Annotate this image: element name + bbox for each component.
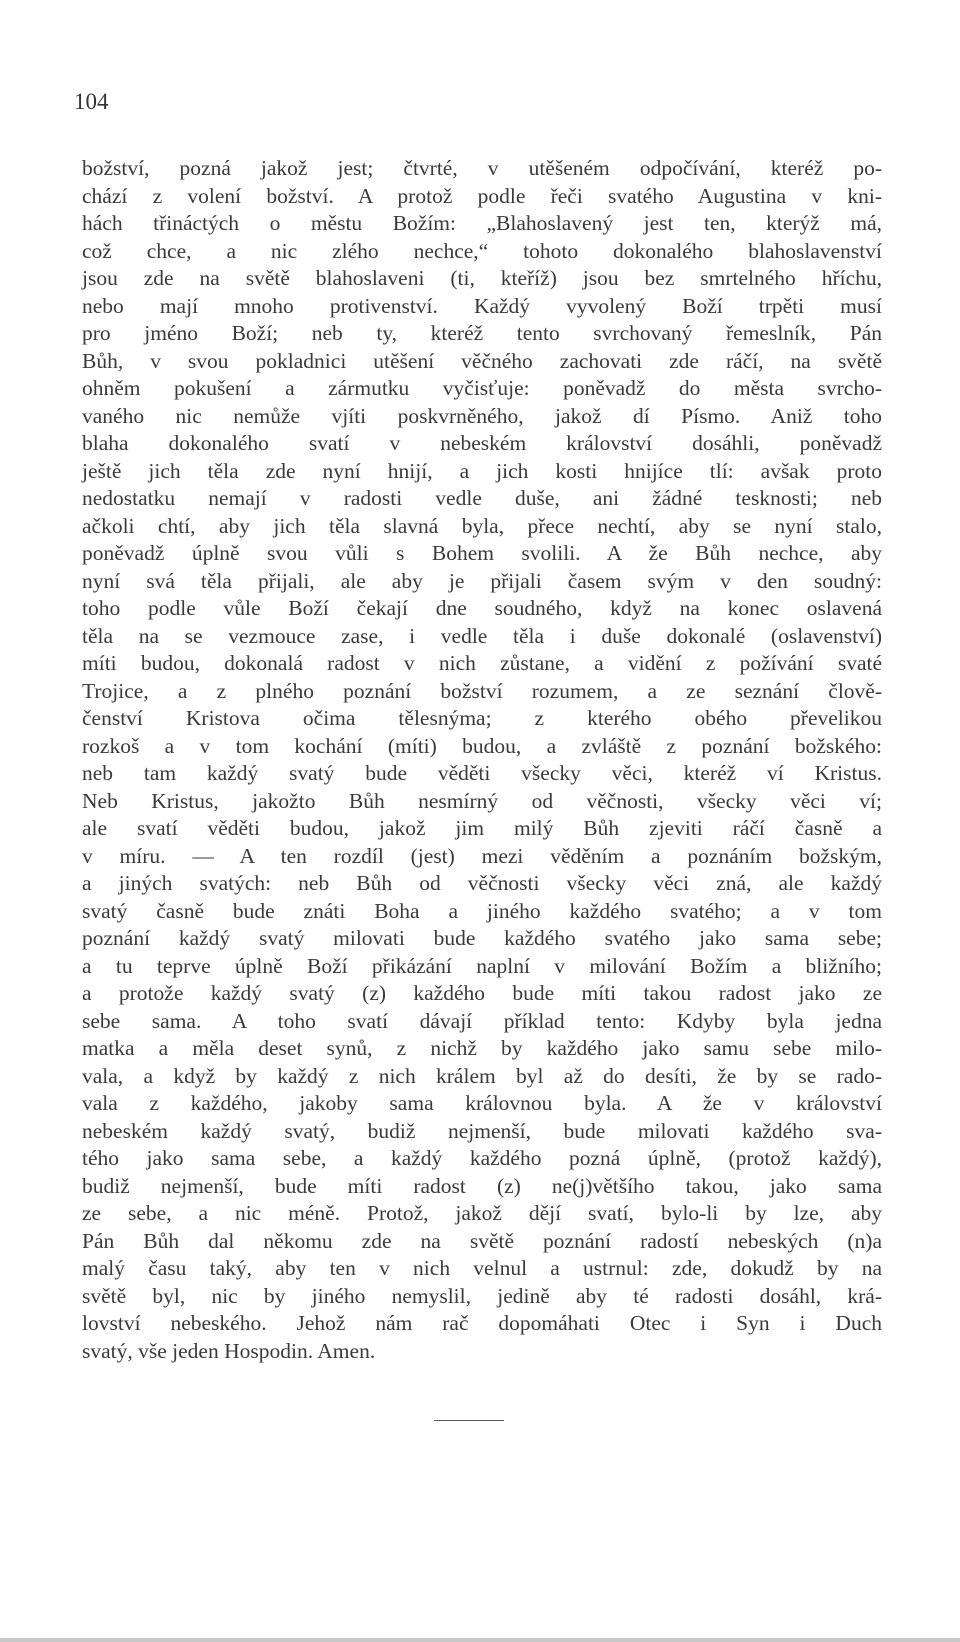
text-line: těla na se vezmouce zase, i vedle těla i duše dokonalé (oslavenství) [82,623,882,648]
text-line: nebo mají mnoho protivenství. Každý vyvolený Boží trpěti musí [82,293,882,318]
text-line: vala, a když by každý z nich králem byl až do desíti, že by se rado- [82,1063,882,1088]
text-line: sebe sama. A toho svatí dávají příklad tento: Kdyby byla jedna [82,1008,882,1033]
text-line: v míru. — A ten rozdíl (jest) mezi věděním a poznáním božským, [82,843,882,868]
text-line: hách třináctých o městu Božím: „Blahoslavený jest ten, kterýž má, [82,211,882,235]
text-line: míti budou, dokonalá radost v nich zůstane, a vidění z požívání svaté [82,651,882,675]
page-number: 104 [74,89,109,114]
text-line: a protože každý svatý (z) každého bude míti takou radost jako ze [82,981,882,1005]
text-line: čenství Kristova očima tělesnýma; z kterého obého převelikou [82,706,882,730]
text-line: a jiných svatých: neb Bůh od věčnosti všecky věci zná, ale každý [82,871,882,895]
text-line: ale svatí věděti budou, jakož jim milý Bůh zjeviti ráčí časně a [82,816,882,840]
text-line: ještě jich těla zde nyní hnijí, a jich kosti hnijíce tlí: avšak proto [82,458,882,483]
text-line: ohněm pokušení a zármutku vyčisťuje: poněvadž do města svrcho- [82,376,882,400]
text-line: Trojice, a z plného poznání božství rozumem, a ze seznání člově- [82,678,882,703]
text-line: toho podle vůle Boží čekají dne soudného, když na konec oslavená [82,596,882,620]
body-text [82,155,882,1365]
text-line: lovství nebeského. Jehož nám rač dopomáhati Otec i Syn i Duch [82,1311,882,1335]
scan-edge [0,1638,960,1642]
text-line: Bůh, v svou pokladnici utěšení věčného zachovati zde ráčí, na světě [82,348,882,373]
text-line: poněvadž úplně svou vůli s Bohem svolili. A že Bůh nechce, aby [82,541,882,565]
text-line: ačkoli chtí, aby jich těla slavná byla, přece nechtí, aby se nyní stalo, [82,513,882,538]
text-line: tého jako sama sebe, a každý každého pozná úplně, (protož každý), [82,1146,882,1170]
text-line: poznání každý svatý milovati bude každého svatého jako sama sebe; [82,926,882,950]
text-line-last: svatý, vše jeden Hospodin. Amen. [82,1338,376,1363]
text-line: Neb Kristus, jakožto Bůh nesmírný od věčnosti, všecky věci ví; [82,788,882,813]
text-line: malý času taký, aby ten v nich velnul a ustrnul: zde, dokudž by na [82,1256,882,1280]
section-separator [434,1420,504,1421]
text-line: svatý časně bude znáti Boha a jiného každého svatého; a v tom [82,898,882,923]
text-line: chází z volení božství. A protož podle řeči svatého Augustina v kni- [82,183,882,208]
text-line: nedostatku nemají v radosti vedle duše, ani žádné tesknosti; neb [82,486,882,510]
text-line: Pán Bůh dal někomu zde na světě poznání radostí nebeských (n)a [82,1228,882,1253]
text-line: blaha dokonalého svatí v nebeském království dosáhli, poněvadž [82,431,882,455]
text-line: jsou zde na světě blahoslaveni (ti, kteříž) jsou bez smrtelného hříchu, [82,266,882,290]
text-line: a tu teprve úplně Boží přikázání naplní v milování Božím a bližního; [82,953,882,978]
text-line: matka a měla deset synů, z nichž by každého jako samu sebe milo- [82,1036,882,1060]
text-line: což chce, a nic zlého nechce,“ tohoto dokonalého blahoslavenství [82,238,882,263]
text-line: budiž nejmenší, bude míti radost (z) ne(j)většího takou, jako sama [82,1173,882,1198]
text-line: nyní svá těla přijali, ale aby je přijali časem svým v den soudný: [82,568,882,593]
text-line: vala z každého, jakoby sama královnou byla. A že v království [82,1091,882,1115]
text-line: vaného nic nemůže vjíti poskvrněného, jakož dí Písmo. Aniž toho [82,403,882,428]
text-line: světě byl, nic by jiného nemyslil, jedině aby té radosti dosáhl, krá- [82,1283,882,1308]
text-line: pro jméno Boží; neb ty, kteréž tento svrchovaný řemeslník, Pán [82,321,882,345]
text-line: neb tam každý svatý bude věděti všecky věci, kteréž ví Kristus. [82,761,882,785]
text-line: nebeském každý svatý, budiž nejmenší, bude milovati každého sva- [82,1118,882,1143]
text-line: ze sebe, a nic méně. Protož, jakož dějí svatí, bylo-li by lze, aby [82,1201,882,1225]
text-line: rozkoš a v tom kochání (míti) budou, a zvláště z poznání božského: [82,733,882,758]
text-line: božství, pozná jakož jest; čtvrté, v utěšeném odpočívání, kteréž po- [82,156,882,180]
